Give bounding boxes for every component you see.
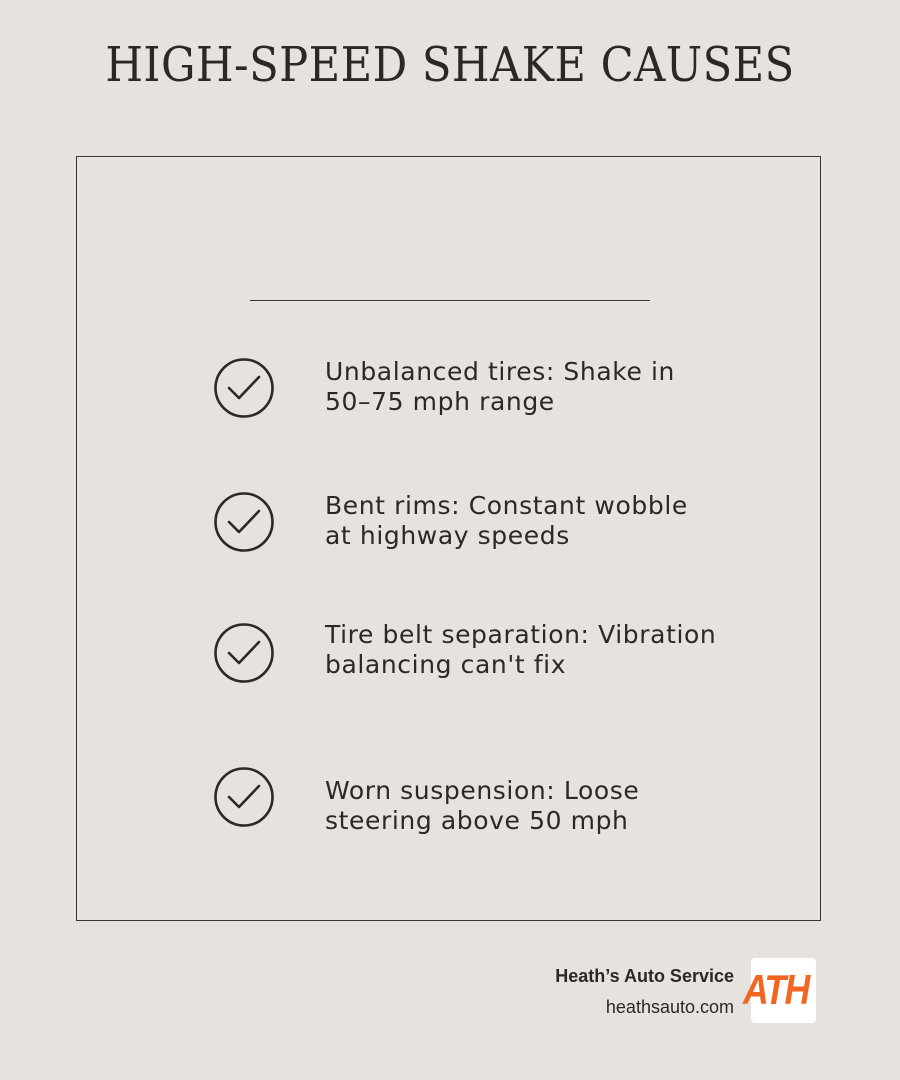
cause-text xyxy=(325,491,745,551)
cause-text-line: Tire belt separation: Vibration xyxy=(325,620,717,649)
logo-text: ATH xyxy=(743,966,809,1013)
brand-logo xyxy=(743,958,816,1023)
brand-name: Heath’s Auto Service xyxy=(555,966,734,986)
check-circle-icon xyxy=(213,622,275,684)
brand-url[interactable]: heathsauto.com xyxy=(605,997,734,1017)
cause-text xyxy=(325,357,745,417)
cause-text-line: at highway speeds xyxy=(325,521,570,550)
cause-text xyxy=(325,620,745,680)
cause-text-line: 50–75 mph range xyxy=(325,387,555,416)
cause-text-line: Worn suspension: Loose xyxy=(325,776,640,805)
cause-text-line: Unbalanced tires: Shake in xyxy=(325,357,675,386)
list-item xyxy=(213,491,753,553)
list-item xyxy=(213,357,753,419)
list-item xyxy=(213,622,753,684)
check-circle-icon xyxy=(213,491,275,553)
list-item xyxy=(213,766,753,835)
check-circle-icon xyxy=(213,766,275,828)
cause-text-line: Bent rims: Constant wobble xyxy=(325,491,688,520)
check-circle-icon xyxy=(213,357,275,419)
cause-text-line: balancing can't fix xyxy=(325,650,567,679)
divider xyxy=(250,300,650,301)
cause-text xyxy=(325,776,745,836)
cause-text-line: steering above 50 mph xyxy=(325,806,629,835)
page-title: HIGH-SPEED SHAKE CAUSES xyxy=(105,37,795,93)
